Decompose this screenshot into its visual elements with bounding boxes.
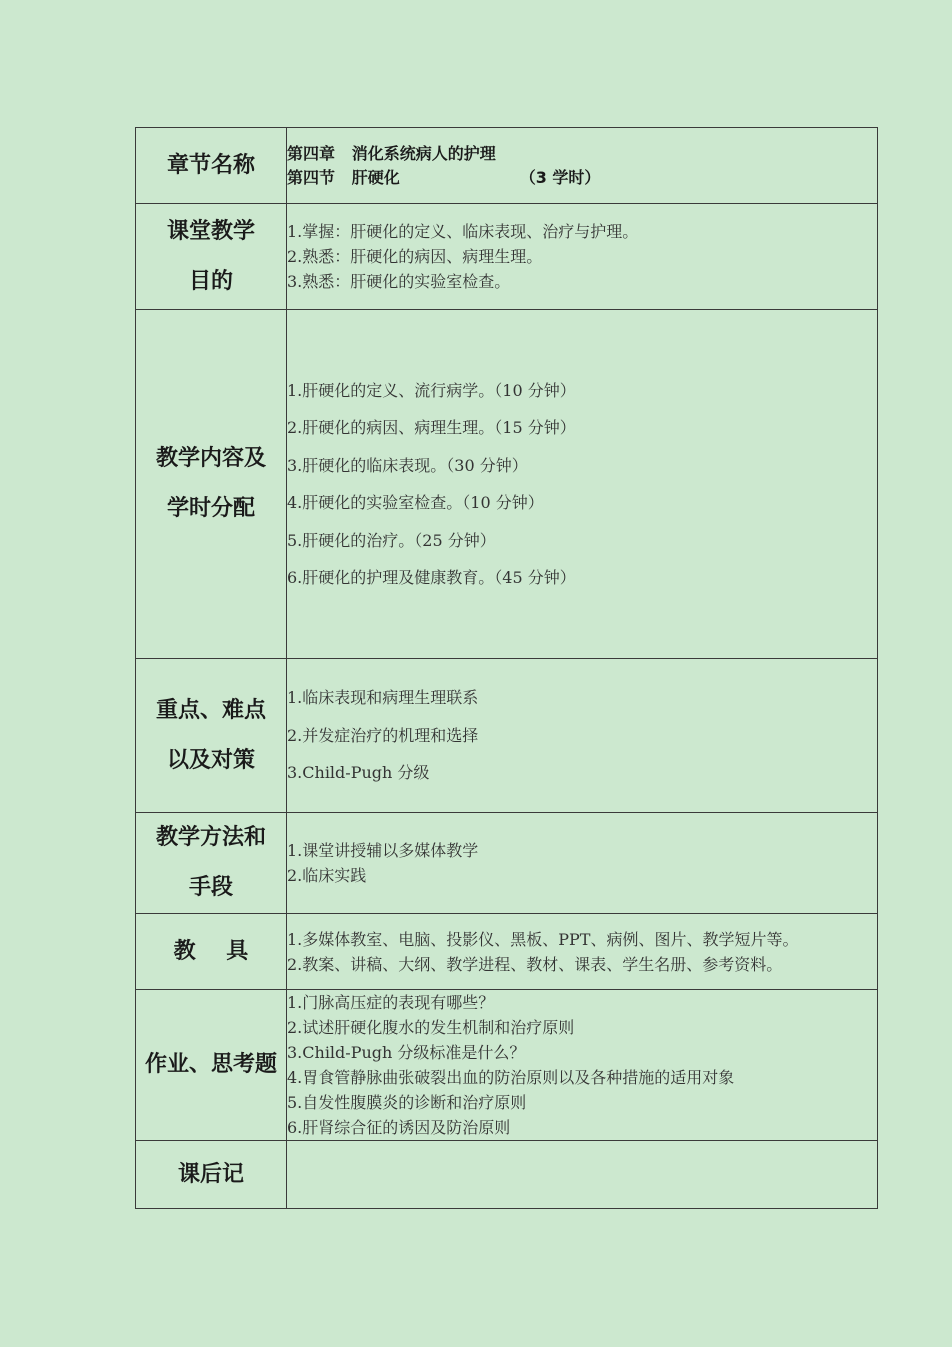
content-label-line2: 学时分配 xyxy=(166,496,255,521)
homework-item: 2.试述肝硬化腹水的发生机制和治疗原则 xyxy=(287,1018,575,1037)
chapter-title: 第四章 消化系统病人的护理 xyxy=(287,143,496,163)
objectives-cell xyxy=(287,204,878,310)
homework-item: 6.肝肾综合征的诱因及防治原则 xyxy=(287,1118,511,1137)
methods-label-line1: 教学方法和 xyxy=(155,825,266,850)
content-item: 5.肝硬化的治疗。（25 分钟） xyxy=(287,530,496,550)
method-item: 1.课堂讲授辅以多媒体教学 xyxy=(287,841,479,860)
tools-label: 教 具 xyxy=(136,914,287,990)
methods-cell xyxy=(287,813,878,914)
objectives-label xyxy=(136,204,287,310)
content-row xyxy=(136,310,878,659)
content-cell xyxy=(287,310,878,659)
objective-item: 2.熟悉：肝硬化的病因、病理生理。 xyxy=(287,247,543,266)
content-item: 1.肝硬化的定义、流行病学。（10 分钟） xyxy=(287,380,576,400)
objective-item: 1.掌握：肝硬化的定义、临床表现、治疗与护理。 xyxy=(287,222,639,241)
methods-label xyxy=(136,813,287,914)
keypoint-item: 3.Child-Pugh 分级 xyxy=(287,763,430,783)
class-hours: （3 学时） xyxy=(519,167,601,187)
homework-item: 3.Child-Pugh 分级标准是什么？ xyxy=(287,1043,526,1062)
methods-row xyxy=(136,813,878,914)
notes-label: 课后记 xyxy=(136,1141,287,1209)
section-title: 第四节 肝硬化 xyxy=(287,167,400,187)
lesson-plan-table xyxy=(135,127,878,1209)
content-item: 6.肝硬化的护理及健康教育。（45 分钟） xyxy=(287,568,576,587)
content-label-line1: 教学内容及 xyxy=(155,446,266,471)
tool-item: 1.多媒体教室、电脑、投影仪、黑板、PPT、病例、图片、教学短片等。 xyxy=(287,929,799,949)
notes-row xyxy=(136,1141,878,1209)
methods-label-line2: 手段 xyxy=(188,875,233,900)
keypoint-item: 1.临床表现和病理生理联系 xyxy=(287,688,479,708)
homework-item: 5.自发性腹膜炎的诊断和治疗原则 xyxy=(287,1093,527,1112)
content-item: 3.肝硬化的临床表现。（30 分钟） xyxy=(287,455,528,475)
objective-item: 3.熟悉：肝硬化的实验室检查。 xyxy=(287,272,511,291)
keypoints-cell xyxy=(287,659,878,813)
keypoints-label-line2: 以及对策 xyxy=(166,747,255,773)
homework-item: 1.门脉高压症的表现有哪些？ xyxy=(287,993,495,1012)
homework-label: 作业、思考题 xyxy=(136,990,287,1141)
tools-row xyxy=(136,914,878,990)
keypoint-item: 2.并发症治疗的机理和选择 xyxy=(287,725,479,745)
method-item: 2.临床实践 xyxy=(287,866,367,885)
objectives-row xyxy=(136,204,878,310)
homework-row xyxy=(136,990,878,1141)
homework-item: 4.胃食管静脉曲张破裂出血的防治原则以及各种措施的适用对象 xyxy=(287,1068,735,1087)
tool-item: 2.教案、讲稿、大纲、教学进程、教材、课表、学生名册、参考资料。 xyxy=(287,954,783,974)
chapter-cell xyxy=(287,128,878,204)
chapter-row xyxy=(136,128,878,204)
keypoints-label-line1: 重点、难点 xyxy=(155,697,266,723)
homework-cell xyxy=(287,990,878,1141)
tools-cell xyxy=(287,914,878,990)
chapter-label: 章节名称 xyxy=(136,128,287,204)
objectives-label-line2: 目的 xyxy=(188,268,233,294)
content-item: 4.肝硬化的实验室检查。（10 分钟） xyxy=(287,493,544,512)
keypoints-row xyxy=(136,659,878,813)
objectives-label-line1: 课堂教学 xyxy=(166,218,255,244)
notes-cell xyxy=(287,1141,878,1209)
content-item: 2.肝硬化的病因、病理生理。（15 分钟） xyxy=(287,418,576,437)
keypoints-label xyxy=(136,659,287,813)
section-title-line xyxy=(287,166,877,190)
content-label xyxy=(136,310,287,659)
